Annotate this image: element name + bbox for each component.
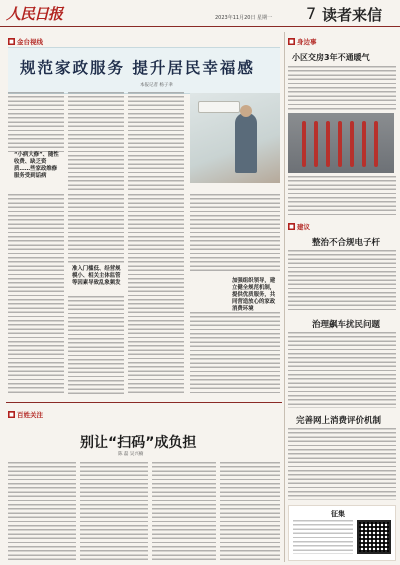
technician-head — [240, 105, 252, 117]
right-category-2-label: 建议 — [297, 223, 310, 231]
article-4-text — [288, 428, 396, 500]
main-body-text — [68, 92, 124, 192]
bottom-category-label: 百姓关注 — [17, 411, 43, 419]
article-2-title: 整治不合规电子杆 — [312, 238, 381, 248]
contact-title: 征集 — [331, 510, 345, 518]
bottom-body-text — [152, 462, 216, 560]
main-body-text — [8, 194, 64, 394]
category-marker-icon: ■ — [9, 38, 14, 45]
article-1-title: 小区交房3年不通暖气 — [292, 53, 370, 62]
main-category — [8, 37, 43, 46]
main-category-label: 金台视线 — [17, 38, 43, 46]
column-divider — [284, 32, 285, 562]
masthead: 人民日报 — [6, 5, 63, 23]
bottom-body-text — [80, 462, 148, 560]
article-1-text — [288, 176, 396, 216]
contact-text — [293, 520, 353, 554]
right-category-1-label: 身边事 — [297, 38, 317, 46]
bottom-category — [8, 410, 43, 419]
main-subhead-1: “小病大修”、随性收费、缺乏资质……些家政维修服务受到诟病 — [14, 152, 59, 179]
bottom-headline: 别让“扫码”成负担 — [80, 435, 197, 451]
main-headline: 规范家政服务 提升居民幸福感 — [20, 59, 255, 77]
main-subhead-3: 加强组织领导，建立健全规范机制，提供优质服务，共同营造放心的家政消费环境 — [232, 278, 276, 312]
article-3-text — [288, 332, 396, 408]
main-body-text — [68, 194, 124, 264]
article-1-text — [288, 66, 396, 110]
bottom-body-text — [8, 462, 76, 560]
page-number: 7 — [306, 4, 317, 23]
contact-box — [288, 505, 396, 561]
section-title: 读者来信 — [322, 6, 383, 24]
right-category-1 — [288, 37, 317, 46]
dateline: 2023年11月20日 星期一 — [215, 15, 273, 21]
article-2-text — [288, 250, 396, 312]
heating-pipes-photo — [288, 113, 394, 173]
main-body-text — [190, 194, 280, 274]
air-conditioner-unit — [198, 101, 240, 113]
main-body-text — [68, 296, 124, 394]
article-3-title: 治理飙车扰民问题 — [312, 320, 381, 330]
category-marker-icon: ■ — [289, 223, 294, 230]
main-body-text — [8, 92, 64, 152]
right-category-2 — [288, 222, 310, 231]
main-body-text — [190, 312, 280, 394]
category-marker-icon: ■ — [9, 411, 14, 418]
main-body-text — [128, 92, 184, 192]
main-subhead-2: 准入门槛低、经营规模小、相关主体监管等因素导致乱象频发 — [72, 266, 121, 286]
article-4-title: 完善网上消费评价机制 — [296, 416, 382, 426]
qr-code-icon[interactable] — [357, 520, 391, 554]
category-marker-icon: ■ — [289, 38, 294, 45]
main-photo — [190, 93, 280, 183]
main-body-text — [128, 194, 184, 394]
bottom-body-text — [220, 462, 280, 560]
main-byline: 本报记者 杨子聿 — [140, 83, 173, 88]
bottom-byline: 陈 磊 吴兴楠 — [118, 452, 144, 457]
technician-figure — [235, 113, 257, 173]
section-divider — [6, 402, 282, 403]
page-header — [0, 0, 400, 27]
